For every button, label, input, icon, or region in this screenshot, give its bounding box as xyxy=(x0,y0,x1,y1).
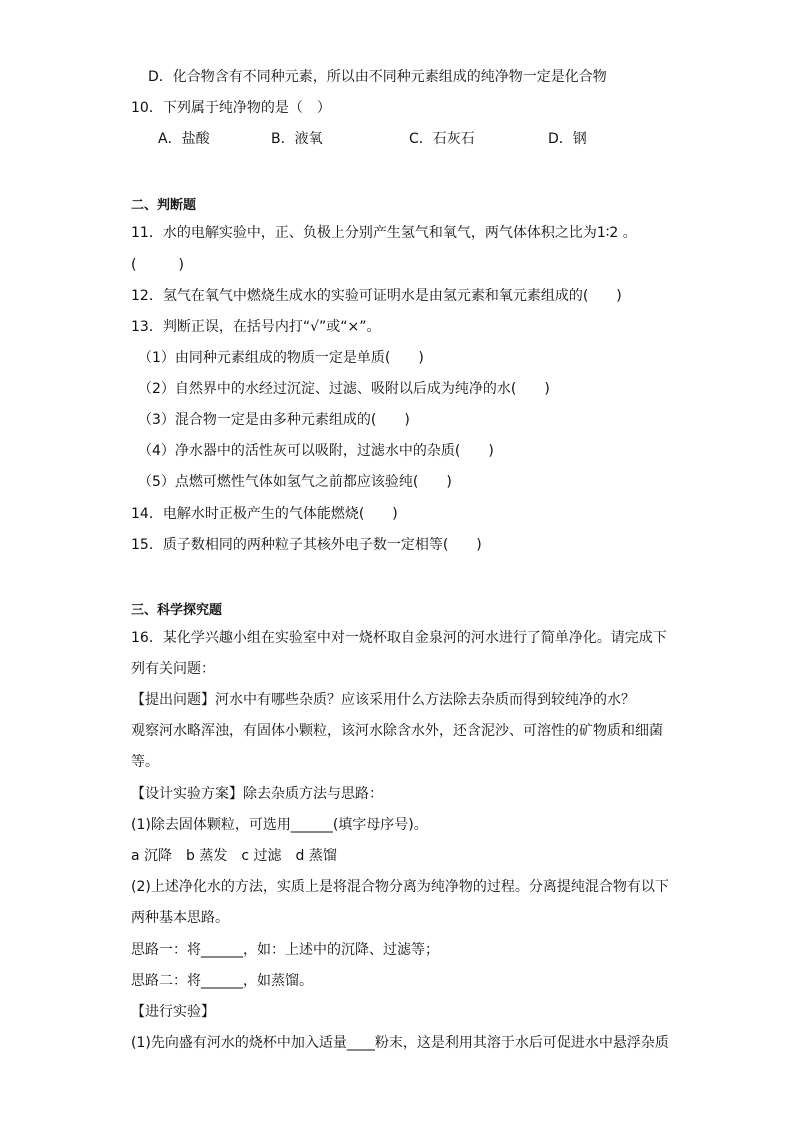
ask-question: 【提出问题】河水中有哪些杂质？应该采用什么方法除去杂质而得到较纯净的水？ xyxy=(131,692,635,708)
experiment-step-1: (1)先向盛有河水的烧杯中加入适量____粉末，这是利用其溶于水后可促进水中悬浮杂质 xyxy=(131,1035,669,1051)
design-part-1-options: a 沉降 b 蒸发 c 过滤 d 蒸馏 xyxy=(131,848,337,864)
idea-2: 思路二：将______，如蒸馏。 xyxy=(131,973,313,989)
section-3-title: 三、科学探究题 xyxy=(131,603,223,618)
q10-option-d: D．钢 xyxy=(548,131,587,147)
design-part-1: (1)除去固体颗粒，可选用______(填字母序号)。 xyxy=(131,817,428,833)
q14: 14．电解水时正极产生的气体能燃烧( ) xyxy=(131,506,398,522)
q13-item-4: （4）净水器中的活性灰可以吸附，过滤水中的杂质( ) xyxy=(138,443,494,459)
q11-answer-bracket: ( ) xyxy=(131,257,184,273)
q16-line-1: 16．某化学兴趣小组在实验室中对一烧杯取自金泉河的河水进行了简单净化。请完成下 xyxy=(131,630,667,646)
observation-line-2: 等。 xyxy=(131,754,159,770)
q13-item-3: （3）混合物一定是由多种元素组成的( ) xyxy=(138,412,410,428)
design-part-2-line-1: (2)上述净化水的方法，实质上是将混合物分离为纯净物的过程。分离提纯混合物有以下 xyxy=(131,879,669,895)
q10-option-c: C．石灰石 xyxy=(409,131,475,147)
q13-stem: 13．判断正误，在括号内打“√”或“×”。 xyxy=(131,319,381,335)
q13-item-5: （5）点燃可燃性气体如氢气之前都应该验纯( ) xyxy=(138,474,452,490)
idea-1: 思路一：将______，如：上述中的沉降、过滤等； xyxy=(131,942,439,958)
design-part-2-line-2: 两种基本思路。 xyxy=(131,910,229,926)
q10-option-b: B．液氧 xyxy=(271,131,323,147)
q10-stem: 10．下列属于纯净物的是（ ） xyxy=(131,100,331,116)
design-plan: 【设计实验方案】除去杂质方法与思路： xyxy=(131,786,383,802)
q11-line-1: 11．水的电解实验中，正、负极上分别产生氢气和氧气，两气体体积之比为1∶2 。 xyxy=(131,225,637,241)
q13-item-2: （2）自然界中的水经过沉淀、过滤、吸附以后成为纯净的水( ) xyxy=(138,381,550,397)
observation-line-1: 观察河水略浑浊，有固体小颗粒，该河水除含水外，还含泥沙、可溶性的矿物质和细菌 xyxy=(131,723,663,739)
q9-option-d: D．化合物含有不同种元素，所以由不同种元素组成的纯净物一定是化合物 xyxy=(148,69,607,85)
experiment-heading: 【进行实验】 xyxy=(131,1004,215,1020)
q16-line-2: 列有关问题： xyxy=(131,661,215,677)
q12: 12．氢气在氧气中燃烧生成水的实验可证明水是由氢元素和氧元素组成的( ) xyxy=(131,288,622,304)
section-2-title: 二、判断题 xyxy=(131,198,197,213)
q15: 15．质子数相同的两种粒子其核外电子数一定相等( ) xyxy=(131,537,482,553)
q13-item-1: （1）由同种元素组成的物质一定是单质( ) xyxy=(138,350,424,366)
q10-option-a: A．盐酸 xyxy=(158,131,210,147)
